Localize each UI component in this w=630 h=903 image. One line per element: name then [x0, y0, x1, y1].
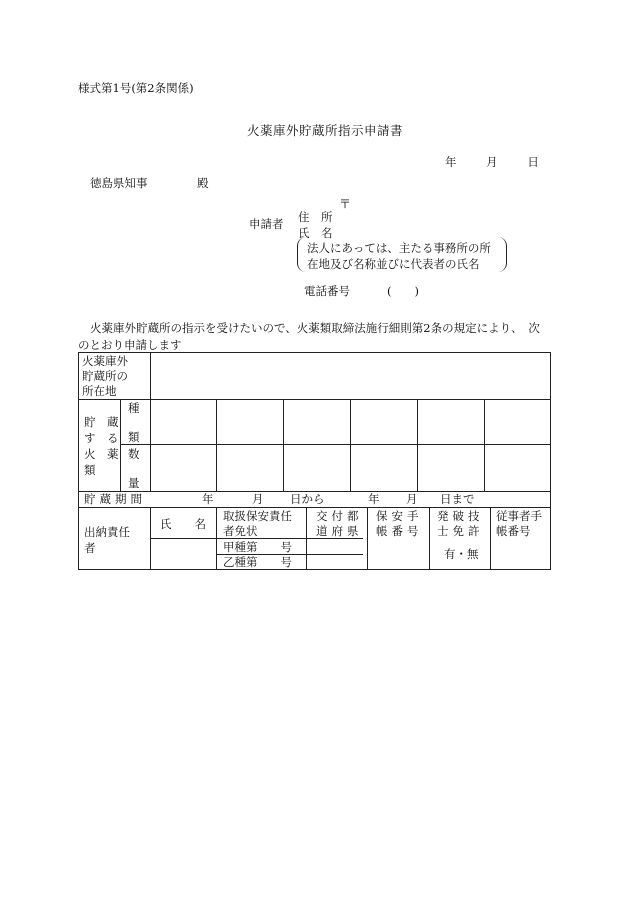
col-license-1: 取扱保安責任 — [223, 509, 292, 523]
table-rule — [550, 352, 551, 570]
intro-line1: 火薬庫外貯蔵所の指示を受けたいので、火薬類取締法施行細則第2条の規定により、 次 — [90, 321, 540, 335]
date-day: 日 — [527, 155, 539, 169]
period-year-1: 年 — [202, 492, 214, 506]
corporate-note-line1: 法人にあっては、主たる事務所の所 — [307, 241, 491, 255]
col-prefecture-1: 交付都 — [316, 509, 363, 523]
period-label: 貯蔵期間 — [84, 492, 146, 506]
table-rule — [429, 507, 430, 569]
col-blaster-2: 士免許 — [437, 524, 484, 538]
table-rule — [306, 507, 307, 569]
table-rule — [350, 399, 351, 491]
col-worker-2: 帳番号 — [496, 524, 531, 538]
table-rule — [484, 399, 485, 491]
address-label: 住 所 — [298, 210, 333, 224]
phone-parentheses: ( ) — [387, 284, 419, 298]
table-rule — [417, 399, 418, 491]
table-rule — [490, 507, 491, 569]
storage-label-3: 火 薬 — [84, 447, 119, 461]
period-month-1: 月 — [252, 492, 264, 506]
license-class-a: 甲種第 号 — [223, 540, 292, 554]
table-rule — [150, 399, 151, 491]
table-rule — [150, 352, 151, 399]
table-rule — [150, 507, 151, 569]
location-label-3: 所在地 — [82, 384, 117, 398]
col-license-2: 者免状 — [223, 524, 258, 538]
period-from: 日から — [290, 492, 325, 506]
license-class-b: 乙種第 号 — [223, 555, 292, 569]
date-line — [445, 154, 539, 170]
application-table — [78, 352, 551, 570]
responsible-label-1: 出納責任 — [84, 525, 130, 539]
storage-label-4: 類 — [84, 463, 96, 477]
location-label-1: 火薬庫外 — [82, 354, 128, 368]
table-rule — [78, 352, 551, 353]
kind-label-1: 種 — [128, 401, 140, 415]
kind-label-2: 類 — [128, 430, 140, 444]
phone-label: 電話番号 — [304, 284, 350, 298]
period-to: 日まで — [440, 492, 475, 506]
date-year: 年 — [445, 155, 457, 169]
col-name: 氏 名 — [160, 517, 206, 531]
addressee-name: 徳島県知事 — [90, 176, 148, 190]
name-label: 氏 名 — [298, 226, 333, 240]
table-rule — [216, 399, 217, 491]
qty-label-1: 数 — [128, 447, 140, 461]
responsible-label-2: 者 — [84, 541, 96, 555]
form-number: 様式第1号(第2条関係) — [78, 81, 194, 95]
col-prefecture-2: 道府県 — [316, 524, 363, 538]
col-blaster-1: 発破技 — [437, 509, 484, 523]
honorific: 殿 — [197, 176, 209, 190]
postal-mark: 〒 — [339, 197, 352, 211]
table-rule — [283, 399, 284, 491]
table-rule — [78, 352, 79, 570]
table-rule — [78, 399, 551, 400]
storage-label-2: す る — [84, 431, 119, 445]
blaster-value: 有・無 — [444, 547, 479, 561]
intro-line2: のとおり申請します — [78, 338, 182, 352]
col-worker-1: 従事者手 — [496, 509, 542, 523]
table-rule — [120, 444, 551, 445]
table-rule — [120, 399, 121, 491]
col-handbook-2: 帳番号 — [376, 524, 423, 538]
corporate-note-line2: 在地及び名称並びに代表者の氏名 — [307, 257, 480, 271]
qty-label-2: 量 — [128, 476, 140, 490]
document-title: 火薬庫外貯蔵所指示申請書 — [247, 123, 404, 138]
storage-label-1: 貯 蔵 — [84, 415, 119, 429]
location-label-2: 貯蔵所の — [82, 369, 128, 383]
table-rule — [367, 507, 368, 569]
date-month: 月 — [486, 155, 498, 169]
table-rule — [78, 569, 551, 570]
applicant-label: 申請者 — [249, 217, 284, 231]
period-month-2: 月 — [406, 492, 418, 506]
table-rule — [216, 507, 217, 569]
addressee — [90, 175, 209, 191]
period-year-2: 年 — [368, 492, 380, 506]
col-handbook-1: 保安手 — [376, 509, 423, 523]
